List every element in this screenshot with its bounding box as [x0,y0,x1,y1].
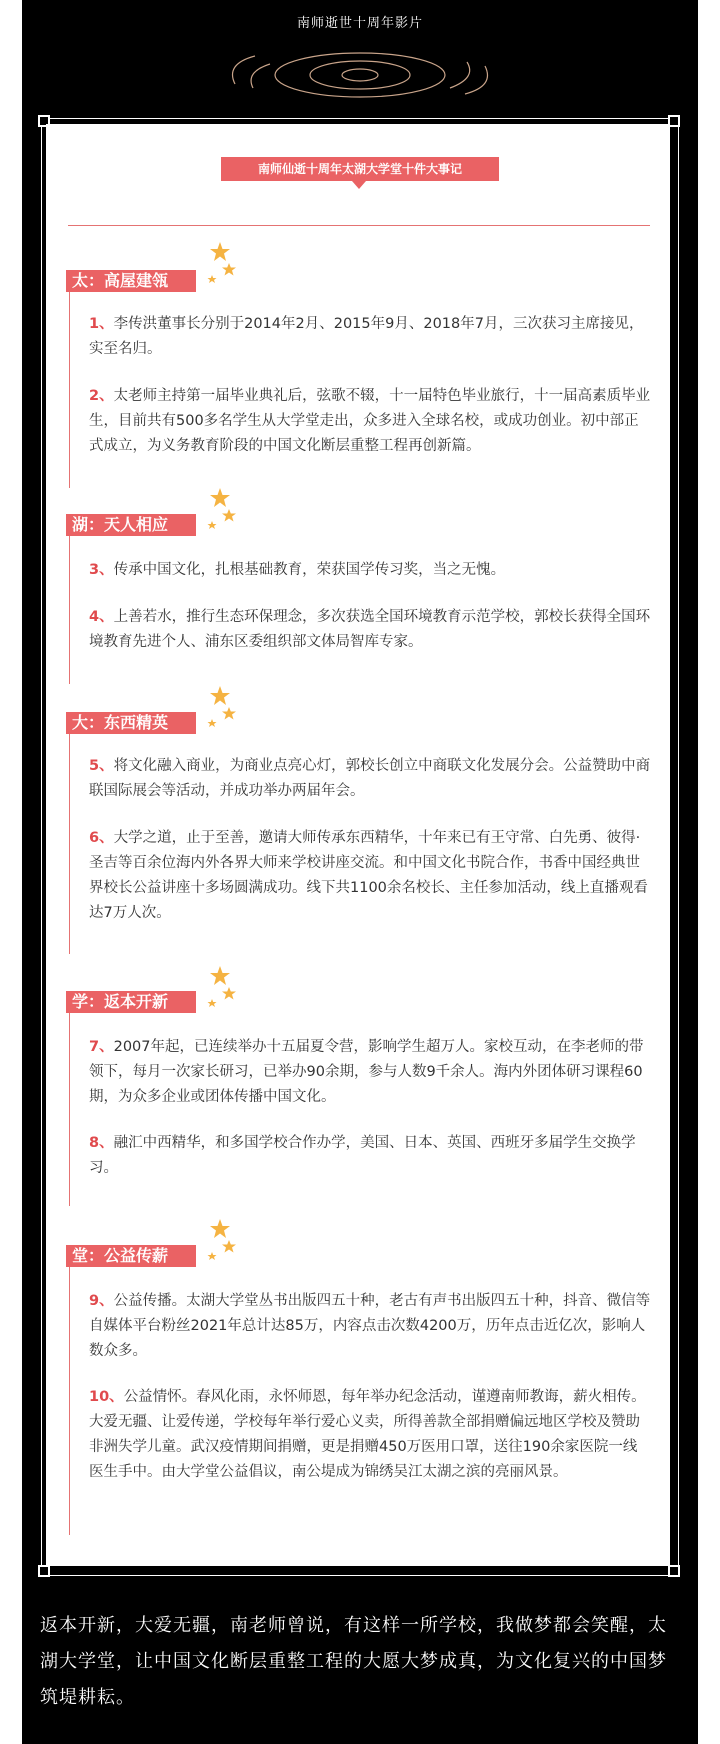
section-label: 堂：公益传薪 [66,1245,196,1267]
event-text: 公益传播。太湖大学堂丛书出版四五十种，老古有声书出版四五十种，抖音、微信等自媒体平台粉丝2021年总计达85万，内容点击次数4200万，历年点击近亿次，影响人数众多。 [89,1293,651,1359]
section-rule [69,292,70,488]
event-text: 传承中国文化，扎根基础教育，荣获国学传习奖，当之无愧。 [113,562,506,578]
event-text: 大学之道，止于至善，邀请大师传承东西精华，十年来已有王守常、白先勇、彼得·圣吉等百余位海内外各界大师来学校讲座交流。和中国文化书院合作，书香中国经典世界校长公益讲座十多场圆满成功。线下共1100余名校长、主任参加活动，线上直播观看达7万人次。 [89,830,648,921]
section-label: 湖：天人相应 [66,514,196,536]
event-item [89,312,651,362]
event-text: 2007年起，已连续举办十五届夏令营，影响学生超万人。家校互动，在李老师的带领下，每月一次家长研习，已举办90余期，参与人数9千余人。海内外团体研习课程60期，为众多企业或团体传播中国文化。 [89,1039,644,1105]
event-number: 3、 [89,562,114,578]
divider [68,225,650,226]
events-banner: 南师仙逝十周年太湖大学堂十件大事记 [221,157,499,181]
event-item [89,1131,651,1181]
event-number: 6、 [89,830,114,846]
event-text: 公益情怀。春风化雨，永怀师恩，每年举办纪念活动，谨遵南师教诲，薪火相传。大爱无疆、让爱传递，学校每年举行爱心义卖，所得善款全部捐赠偏远地区学校及赞助非洲失学儿童。武汉疫情期间捐赠，更是捐赠450万医用口罩，送往190余家医院一线医生手中。由大学堂公益倡议，南公堤成为锦绣吴江太湖之滨的亮丽风景。 [89,1389,646,1480]
section-rule [69,1267,70,1535]
star-cluster-icon [205,1217,241,1265]
event-text: 太老师主持第一届毕业典礼后，弦歌不辍，十一届特色毕业旅行，十一届高素质毕业生，目前共有500多名学生从大学堂走出，众多进入全球名校，或成功创业。初中部正式成立，为义务教育阶段的中国文化断层重整工程再创新篇。 [89,388,651,454]
star-cluster-icon [205,240,241,288]
section-label: 学：返本开新 [66,991,196,1013]
event-number: 10、 [89,1389,124,1405]
event-item [89,558,651,583]
event-item [89,1035,651,1110]
banner-pointer [352,181,366,189]
event-item [89,826,651,926]
star-cluster-icon [205,964,241,1012]
event-text: 将文化融入商业，为商业点亮心灯，郭校长创立中商联文化发展分会。公益赞助中商联国际展会等活动，并成功举办两届年会。 [89,758,651,799]
event-text: 融汇中西精华，和多国学校合作办学，美国、日本、英国、西班牙多届学生交换学习。 [89,1135,636,1176]
section-rule [69,1013,70,1206]
event-item [89,754,651,804]
event-text: 上善若水，推行生态环保理念，多次获选全国环境教育示范学校，郭校长获得全国环境教育先进个人、浦东区委组织部文体局智库专家。 [89,609,651,650]
section-label: 太：高屋建瓴 [66,270,196,292]
section-label: 大：东西精英 [66,712,196,734]
closing-paragraph: 返本开新，大爱无疆，南老师曾说，有这样一所学校，我做梦都会笑醒，太湖大学堂，让中国文化断层重整工程的大愿大梦成真，为文化复兴的中国梦筑堤耕耘。 [40,1615,667,1708]
section-rule [69,734,70,954]
event-number: 7、 [89,1039,114,1055]
star-cluster-icon [205,486,241,534]
frame-corner [668,1565,680,1577]
event-text: 李传洪董事长分别于2014年2月、2015年9月、2018年7月，三次获习主席接见，实至名归。 [89,316,644,357]
event-item [89,384,651,459]
frame-corner [38,1565,50,1577]
star-cluster-icon [205,684,241,732]
event-number: 1、 [89,316,114,332]
event-item [89,1385,651,1485]
event-number: 4、 [89,609,114,625]
page-title: 南师逝世十周年影片 [296,16,423,31]
concentric-rings-icon [215,44,505,106]
event-number: 2、 [89,388,114,404]
event-number: 5、 [89,758,114,774]
event-item [89,1289,651,1364]
event-item [89,605,651,655]
event-number: 9、 [89,1293,114,1309]
section-rule [69,536,70,684]
event-number: 8、 [89,1135,114,1151]
